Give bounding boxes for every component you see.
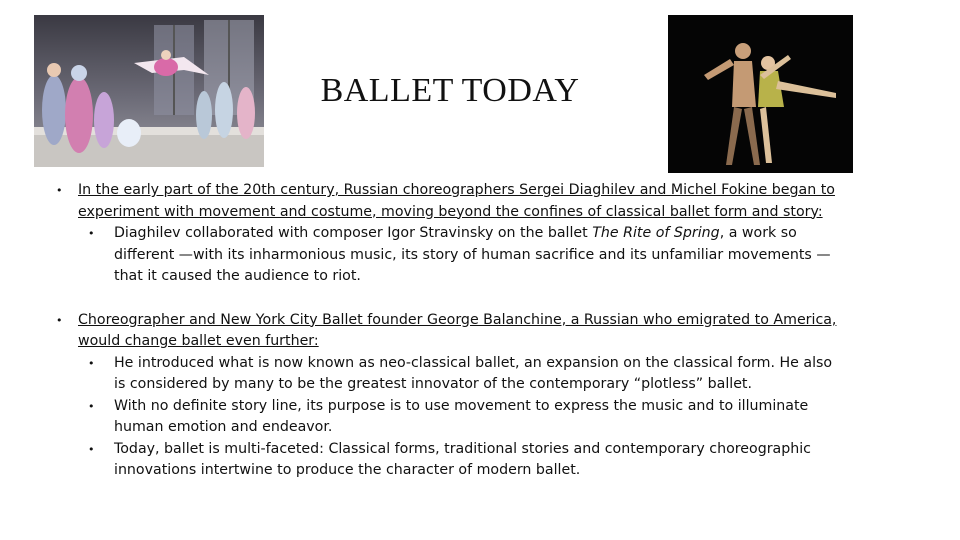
sub-bullet-text: Today, ballet is multi-faceted: Classical forms, traditional stories and contemporary choreographic innovations intertwine to produce the character of modern ballet. (114, 440, 811, 478)
ballet-stage-photo (34, 15, 264, 167)
bullet-heading-text: In the early part of the 20th century, Russian choreographers Sergei Diaghilev and Michel Fokine began to experiment with movement and costume, moving beyond the confines of classical ballet form and story: (78, 182, 835, 220)
sub-bullet-multi-faceted (56, 439, 846, 482)
bullet-icon: • (88, 399, 95, 413)
bullet-icon: • (88, 227, 95, 240)
bullet-heading-text: Choreographer and New York City Ballet founder George Balanchine, a Russian who emigrated to America, would change ballet even further: (78, 311, 837, 349)
bullet-item-balanchine (56, 310, 846, 353)
sub-bullet-no-story-line (56, 396, 846, 439)
bullet-icon: • (88, 442, 95, 456)
bullet-icon: • (56, 184, 63, 197)
sub-bullet-rite-of-spring (56, 223, 846, 288)
sub-bullet-text-pre: Diaghilev collaborated with composer Igor Stravinsky on the ballet (114, 225, 593, 241)
slide-body (56, 180, 846, 482)
section-spacer (56, 288, 846, 310)
ballet-stage-image (34, 15, 264, 167)
sub-bullet-text-post: , a work so different —with its inharmonious music, its story of human sacrifice and its unfamiliar movements — that it caused the audience to riot. (114, 225, 831, 284)
bullet-item-early-20th-century (56, 180, 846, 223)
bullet-icon: • (88, 356, 95, 370)
sub-bullet-text: He introduced what is now known as neo-classical ballet, an expansion on the classical form. He also is considered by many to be the greatest innovator of the contemporary “plotless” ballet. (114, 354, 833, 392)
bullet-icon: • (56, 313, 63, 327)
rite-of-spring-title: The Rite of Spring (592, 225, 720, 241)
ballet-duet-photo (668, 15, 853, 173)
sub-bullet-neo-classical (56, 353, 846, 396)
sub-bullet-text: With no definite story line, its purpose is to use movement to express the music and to illuminate human emotion and endeavor. (114, 397, 809, 435)
slide-title: BALLET TODAY (320, 72, 580, 109)
ballet-duet-image (668, 15, 853, 173)
